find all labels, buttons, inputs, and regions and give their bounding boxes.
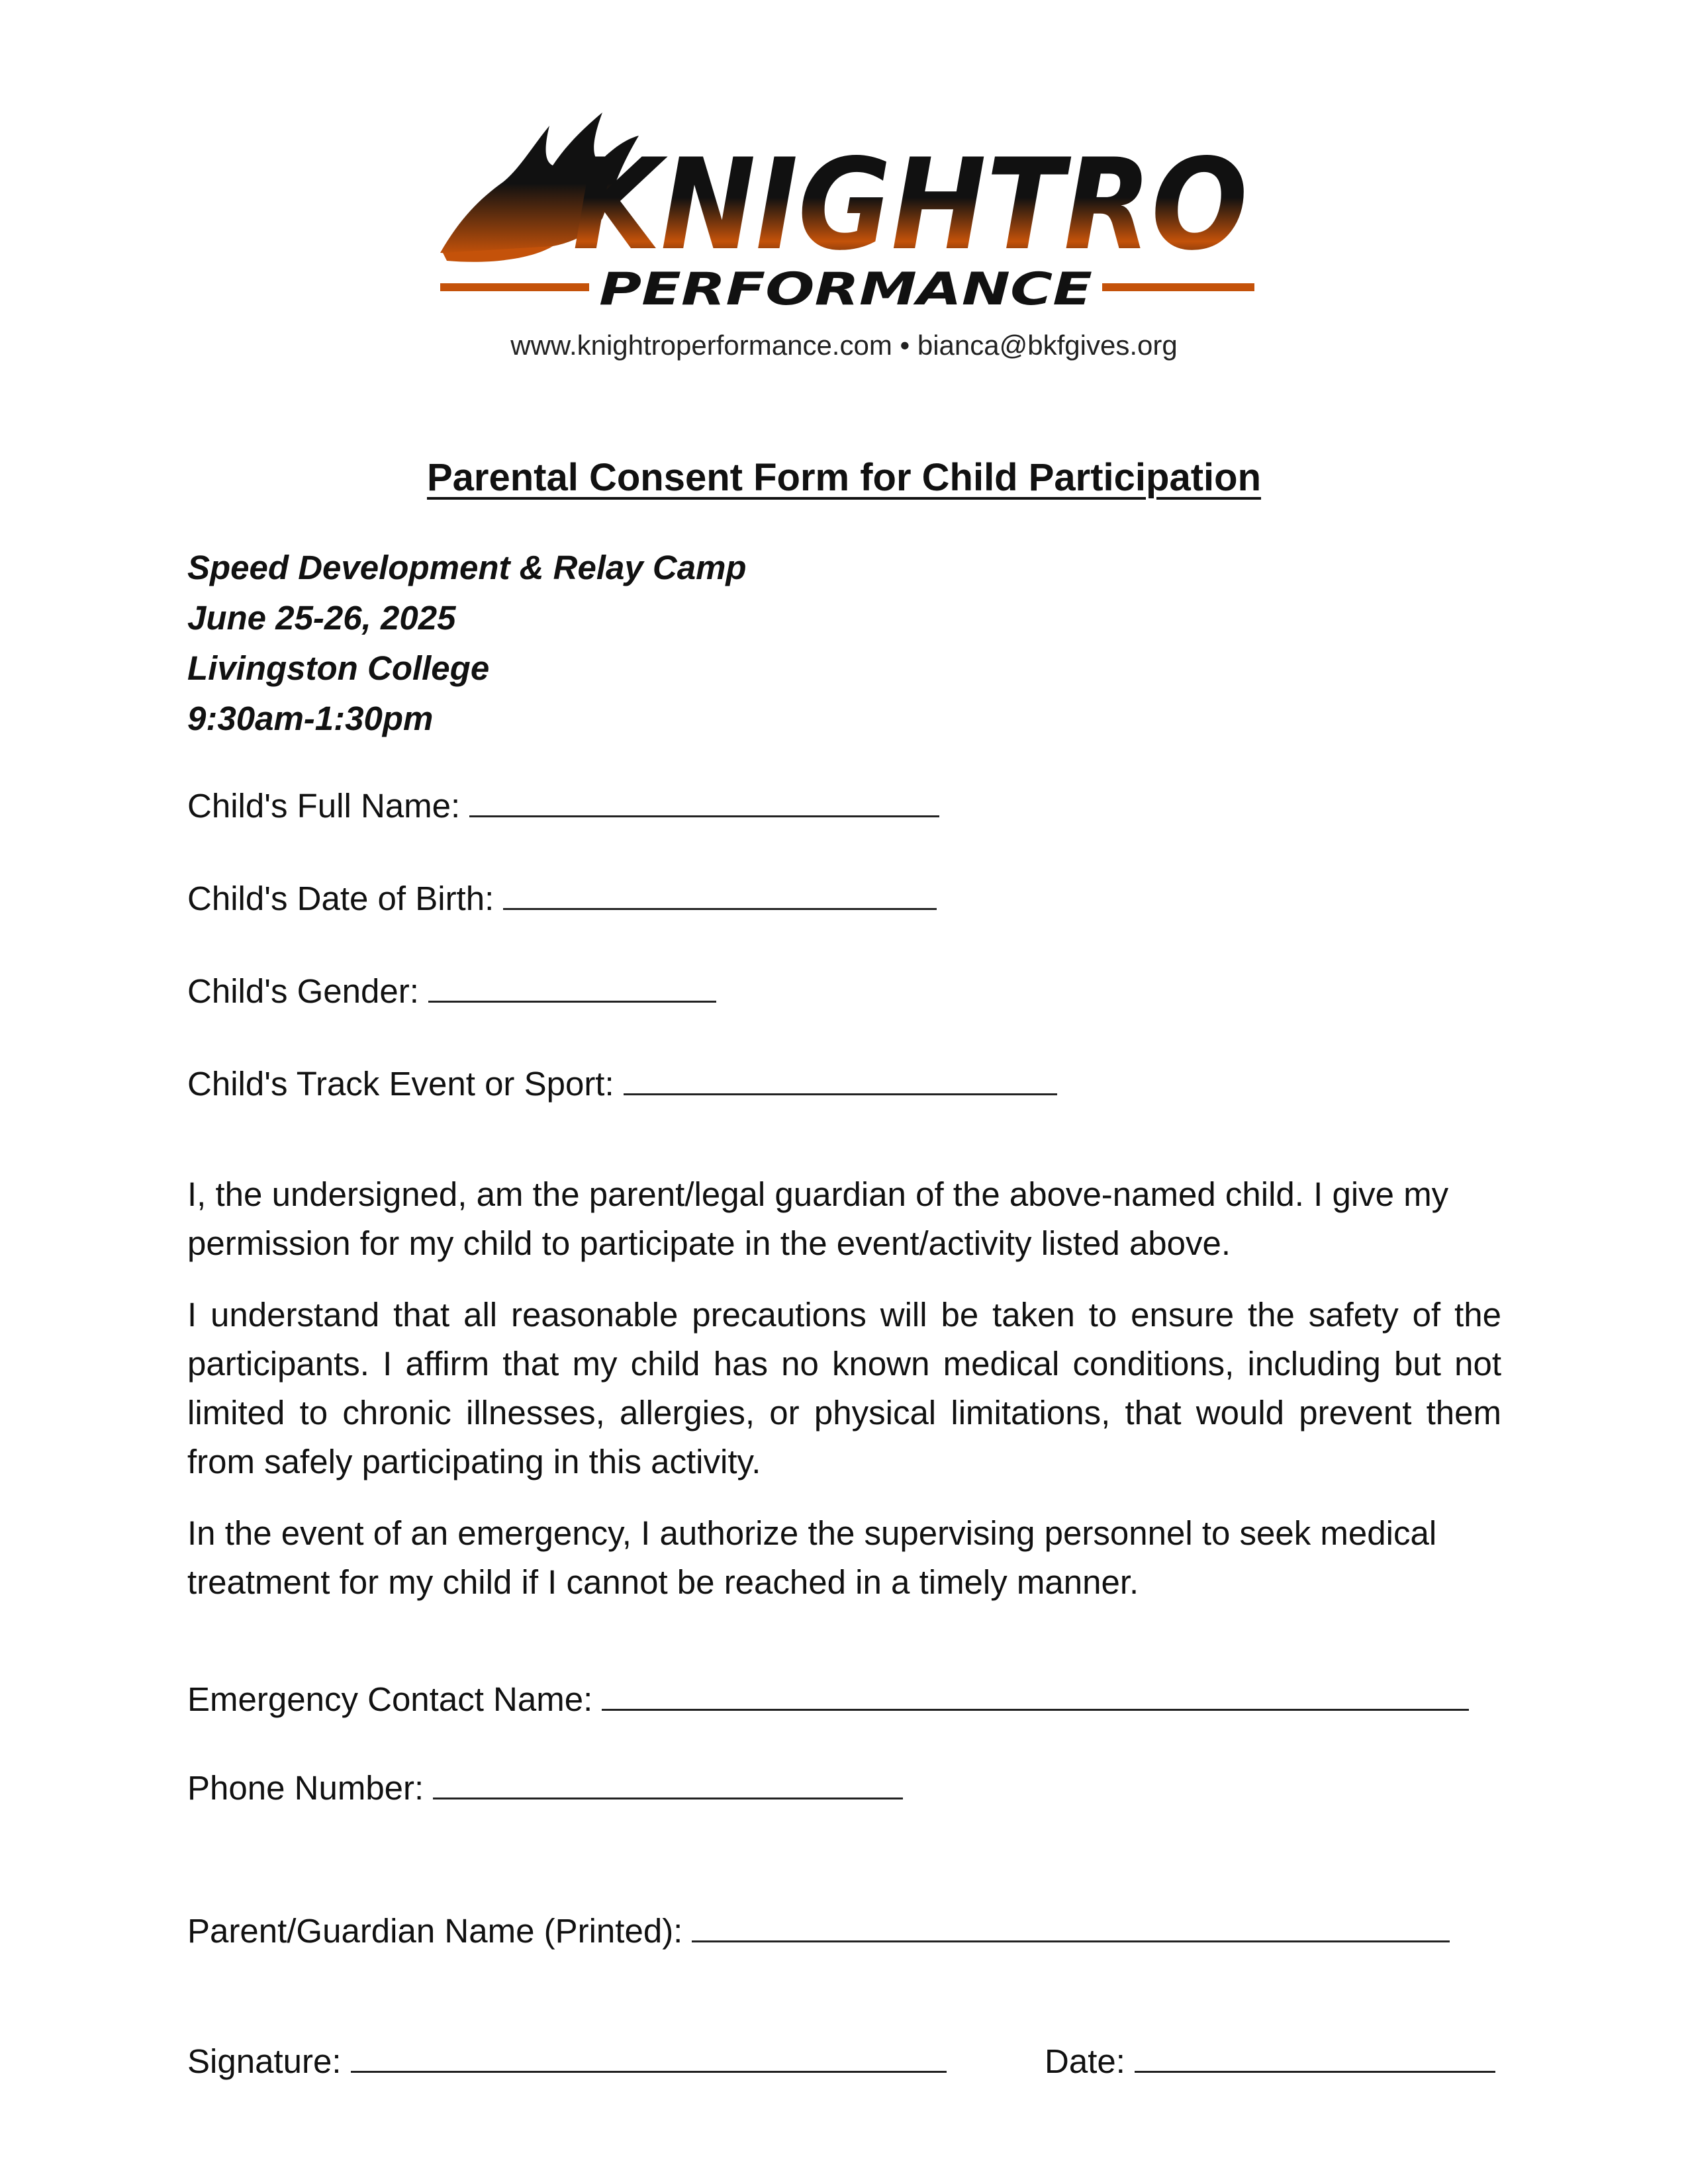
guardian-name-field xyxy=(187,1911,1450,1950)
signature-field xyxy=(187,2042,947,2081)
child-dob-field xyxy=(187,879,937,918)
phone-number-field xyxy=(187,1768,903,1807)
child-event-field xyxy=(187,1064,1057,1103)
contact-line: www.knightroperformance.com • bianca@bkfgives.org xyxy=(510,330,1178,361)
child-gender-field xyxy=(187,972,716,1011)
child-dob-blank[interactable] xyxy=(503,907,937,910)
date-field xyxy=(1045,2042,1495,2081)
child-event-label: Child's Track Event or Sport: xyxy=(187,1065,614,1103)
date-label: Date: xyxy=(1045,2042,1125,2080)
event-details xyxy=(187,543,747,744)
child-dob-label: Child's Date of Birth: xyxy=(187,880,494,917)
logo-rule-left xyxy=(440,283,589,291)
child-name-field xyxy=(187,786,939,825)
guardian-name-label: Parent/Guardian Name (Printed): xyxy=(187,1912,683,1950)
event-name: Speed Development & Relay Camp xyxy=(187,549,747,586)
medical-affirmation-paragraph: I understand that all reasonable precautions will be taken to ensure the safety of the participants. I affirm that my child has no known medical conditions, including but not limited to chronic illnesses, allergies, or physical limitations, that would prevent them from safely participating in this activity. xyxy=(187,1296,1501,1480)
child-event-blank[interactable] xyxy=(624,1093,1057,1095)
signature-label: Signature: xyxy=(187,2042,342,2080)
child-name-blank[interactable] xyxy=(469,815,939,817)
emergency-contact-label: Emergency Contact Name: xyxy=(187,1680,593,1718)
knightro-performance-logo xyxy=(434,99,1261,318)
emergency-contact-field xyxy=(187,1680,1469,1719)
event-location: Livingston College xyxy=(187,649,490,687)
child-name-label: Child's Full Name: xyxy=(187,787,461,825)
emergency-authorization-paragraph: In the event of an emergency, I authorize the supervising personnel to seek medical treatment for my child if I cannot be reached in a timely manner. xyxy=(187,1514,1437,1601)
date-blank[interactable] xyxy=(1135,2070,1495,2073)
child-gender-blank[interactable] xyxy=(428,1000,716,1003)
phone-number-label: Phone Number: xyxy=(187,1769,424,1807)
phone-number-blank[interactable] xyxy=(433,1797,903,1799)
brand-subtitle: PERFORMANCE xyxy=(599,263,1092,316)
form-title: Parental Consent Form for Child Participation xyxy=(426,456,1262,499)
event-dates: June 25-26, 2025 xyxy=(187,599,456,637)
emergency-contact-blank[interactable] xyxy=(602,1708,1469,1711)
child-gender-label: Child's Gender: xyxy=(187,972,419,1010)
logo-rule-right xyxy=(1102,283,1254,291)
consent-paragraph: I, the undersigned, am the parent/legal guardian of the above-named child. I give my permission for my child to participate in the event/activity listed above. xyxy=(187,1175,1449,1262)
event-time: 9:30am-1:30pm xyxy=(187,700,434,737)
signature-blank[interactable] xyxy=(351,2070,947,2073)
guardian-name-blank[interactable] xyxy=(692,1940,1450,1942)
brand-wordmark: KNIGHTRO xyxy=(573,132,1248,278)
